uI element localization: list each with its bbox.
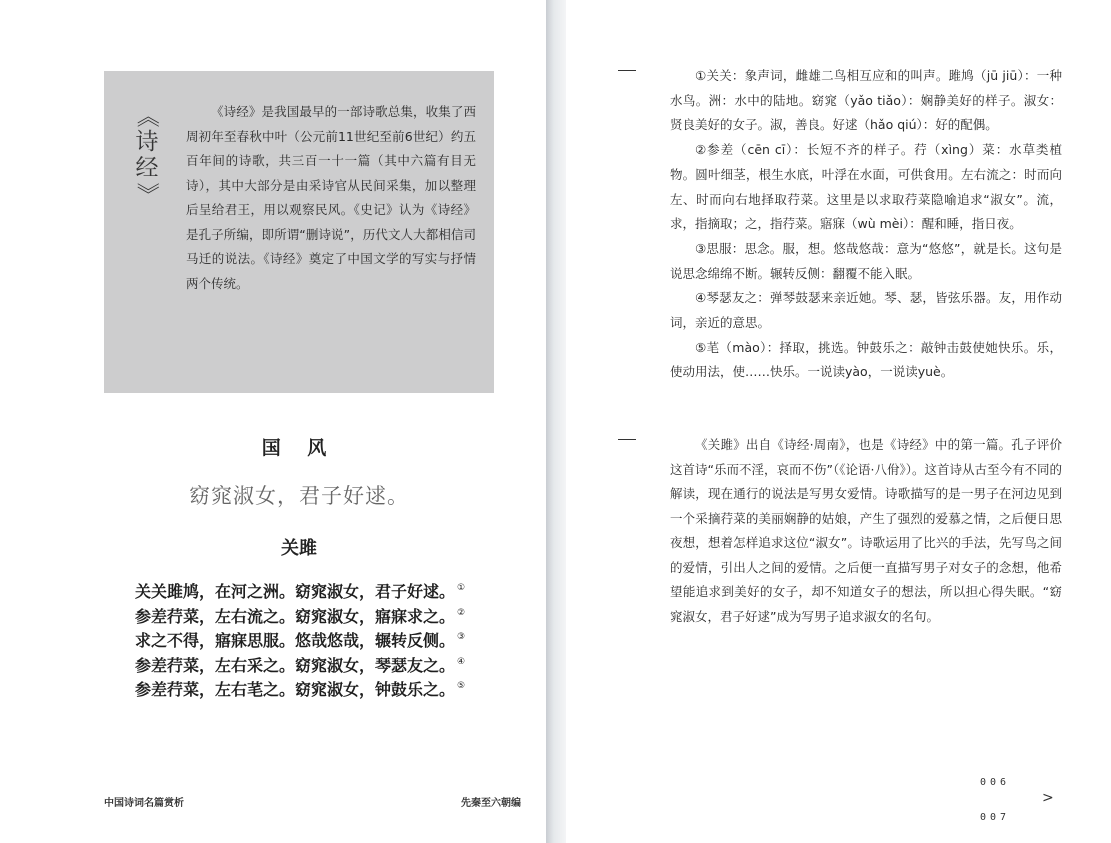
next-page-arrow-icon[interactable]: > — [1042, 790, 1054, 806]
poem-line-text: 参差荇菜，左右流之。窈窕淑女，寤寐求之。 — [135, 606, 456, 626]
intro-text: 《诗经》是我国最早的一部诗歌总集，收集了西周初年至春秋中叶（公元前11世纪至前6世纪）约五百年间的诗歌，共三百一十一篇（其中六篇有目无诗），其中大部分是由采诗官从民间采集，加以整理后呈给君王，用以观察民风。《史记》认为《诗经》是孔子所编，即所谓“删诗说”，历代文人大都相信司马迁的说法。《诗经》奠定了中国文学的写实与抒情两个传统。 — [186, 104, 476, 291]
note-item: ②参差（cēn cī）：长短不齐的样子。荇（xìng）菜：水草类植物。圆叶细茎，根生水底，叶浮在水面，可供食用。左右流之：时而向左、时而向右地择取荇菜。这里是以求取荇菜隐喻追求“淑女”。流，求，指摘取；之，指荇菜。寤寐（wù mèi）：醒和睡，指日夜。 — [670, 142, 1062, 232]
poem-line-text: 参差荇菜，左右芼之。窈窕淑女，钟鼓乐之。 — [135, 680, 456, 699]
footer-book-title: 中国诗词名篇赏析 — [104, 798, 184, 809]
title-open-bracket: 《 — [134, 104, 160, 128]
note-item: ⑤芼（mào）：择取，挑选。钟鼓乐之：敲钟击鼓使她快乐。乐，使动用法，使……快乐。一说读yào，一说读yuè。 — [670, 339, 1062, 380]
page-number-left: 006 — [980, 777, 1011, 788]
poem-body — [135, 580, 495, 703]
footnote-marker[interactable]: ④ — [457, 656, 466, 667]
section-title: 国 风 — [261, 437, 337, 459]
note-item: ①关关：象声词，雌雄二鸟相互应和的叫声。雎鸠（jū jiū）：一种水鸟。洲：水中的陆地。窈窕（yǎo tiǎo）：娴静美好的样子。淑女：贤良美好的女子。淑，善良。好逑（hǎo qiú）：好的配偶。 — [670, 68, 1062, 133]
title-close-bracket: 》 — [134, 182, 160, 206]
poem-line-text: 求之不得，寤寐思服。悠哉悠哉，辗转反侧。 — [135, 631, 456, 650]
left-page — [0, 0, 546, 843]
right-page — [566, 0, 1111, 843]
commentary-text: 《关雎》出自《诗经·周南》，也是《诗经》中的第一篇。孔子评价这首诗“乐而不淫，哀而不伤”（《论语·八佾》）。这首诗从古至今有不同的解读，现在通行的说法是写男女爱情。诗歌描写的是一男子在河边见到一个采摘荇菜的美丽娴静的姑娘，产生了强烈的爱慕之情，之后便日思夜想，想着怎样追求这位“淑女”。诗歌运用了比兴的手法，先写鸟之间的爱情，引出人之间的爱情。之后便一直描写男子对女子的念想，他希望能追求到美好的女子，却不知道女子的想法，所以担心得失眠。“窈窕淑女，君子好逑”成为写男子追求淑女的名句。 — [670, 437, 1062, 624]
footnote-marker[interactable]: ⑤ — [457, 681, 466, 691]
vertical-book-title — [132, 103, 162, 207]
title-char-1: 诗 — [135, 129, 159, 155]
title-char-2: 经 — [135, 155, 159, 181]
note-item: ③思服：思念。服，想。悠哉悠哉：意为“悠悠”，就是长。这句是说思念绵绵不断。辗转反侧：翻覆不能入眠。 — [670, 240, 1062, 281]
annotation-notes — [670, 64, 1062, 385]
poem-line — [135, 580, 495, 605]
footnote-marker[interactable]: ① — [457, 583, 466, 593]
note-item: ④琴瑟友之：弹琴鼓瑟来亲近她。琴、瑟，皆弦乐器。友，用作动词，亲近的意思。 — [670, 290, 1062, 331]
book-gutter — [546, 0, 566, 843]
footer-volume-title: 先秦至六朝编 — [461, 798, 521, 809]
footnote-marker[interactable]: ③ — [457, 632, 466, 642]
footnote-marker[interactable]: ② — [457, 607, 466, 618]
poem-line — [135, 678, 495, 703]
poem-line — [135, 654, 495, 679]
poem-title: 关雎 — [281, 538, 317, 559]
featured-quote: 窈窕淑女，君子好逑。 — [189, 484, 409, 508]
page-number-right: 007 — [980, 812, 1011, 823]
poem-line — [135, 629, 495, 654]
poem-line-text: 关关雎鸠，在河之洲。窈窕淑女，君子好逑。 — [135, 582, 456, 601]
commentary-divider — [618, 439, 636, 440]
intro-box — [104, 71, 494, 393]
poem-line-text: 参差荇菜，左右采之。窈窕淑女，琴瑟友之。 — [135, 655, 456, 675]
notes-divider — [618, 70, 636, 71]
poem-line — [135, 605, 495, 630]
commentary — [670, 433, 1062, 629]
